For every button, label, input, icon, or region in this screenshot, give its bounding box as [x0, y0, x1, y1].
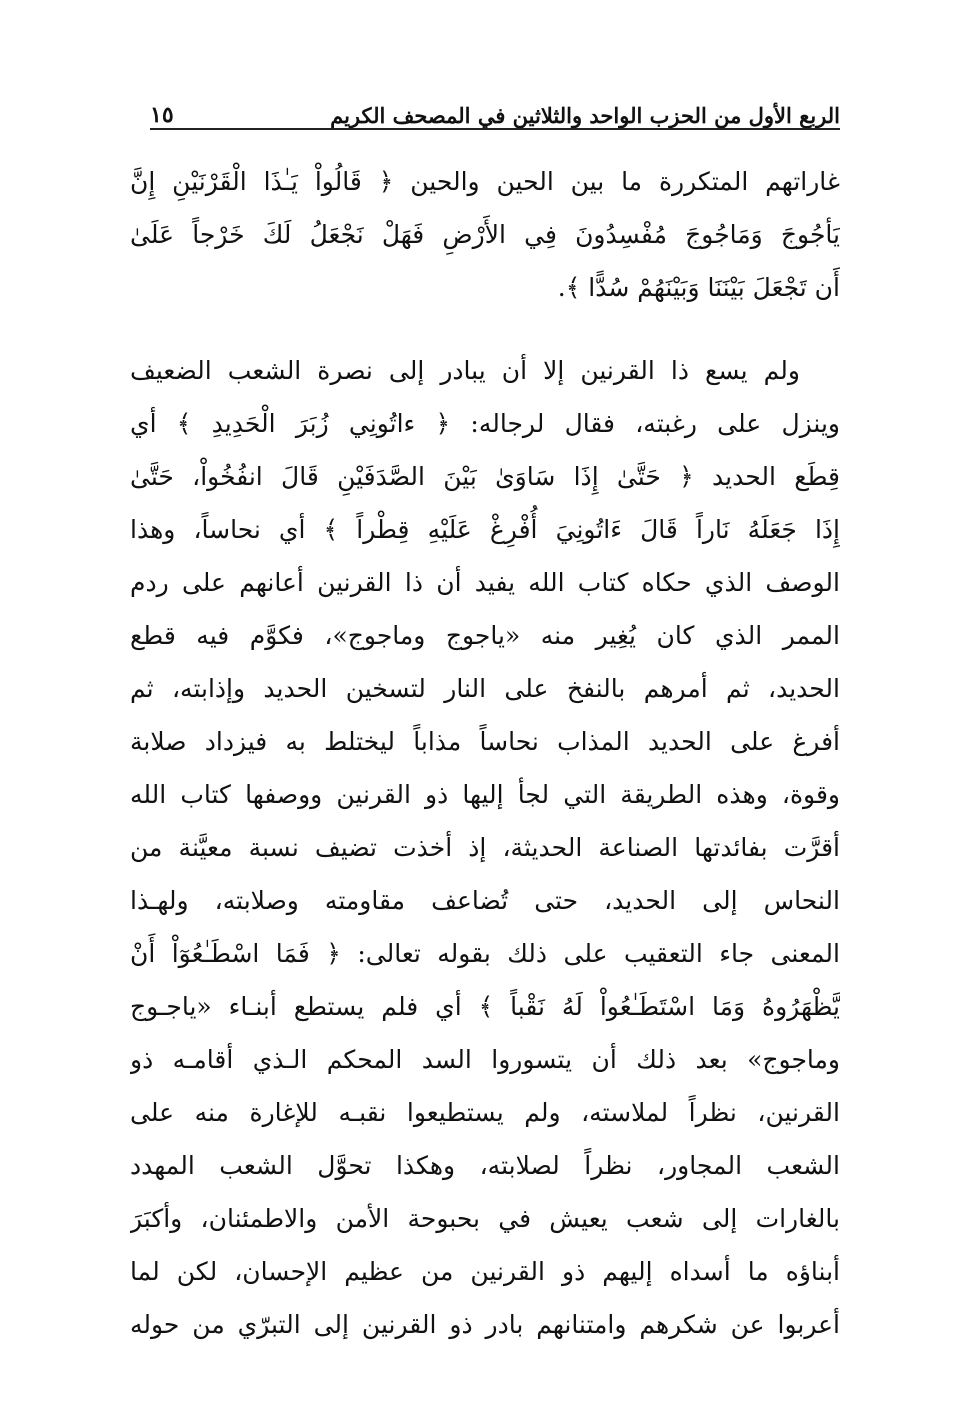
text-line: القرنين، نظراً لملاسته، ولم يستطيعوا نقبـه للإغارة منه على [130, 1098, 840, 1127]
header-title: الربع الأول من الحزب الواحد والثلاثين في المصحف الكريم [330, 103, 840, 128]
header-rule [150, 128, 840, 130]
text-line: يَأجُوجَ وَمَاجُوجَ مُفْسِدُونَ فِي الأَرْضِ فَهَلْ نَجْعَلُ لَكَ خَرْجاً عَلَىٰ [130, 220, 840, 249]
text-line: إِذَا جَعَلَهُ نَاراً قَالَ ءَاتُونِيَ أُفْرِغْ عَلَيْهِ قِطْراً ﴾ أي نحاساً، وهذا [130, 515, 840, 544]
paragraph-1 [130, 155, 840, 314]
text-line: وينزل على رغبته، فقال لرجاله: ﴿ ءاتُونِي زُبَرَ الْحَدِيدِ ﴾ أي [130, 409, 840, 438]
text-line: غاراتهم المتكررة ما بين الحين والحين ﴿ قَالُواْ يَـٰذَا الْقَرْنَيْنِ إِنَّ [130, 167, 840, 196]
text-line: بالغارات إلى شعب يعيش في بحبوحة الأمن والاطمئنان، وأكبَرَ [130, 1204, 840, 1233]
running-header [150, 92, 840, 128]
text-line: وماجوج» بعد ذلك أن يتسوروا السد المحكم الـذي أقامـه ذو [130, 1045, 840, 1074]
text-line: الممر الذي كان يُغِير منه «ياجوج وماجوج»، فكوَّم فيه قطع [130, 621, 840, 650]
text-line: المعنى جاء التعقيب على ذلك بقوله تعالى: ﴿ فَمَا اسْطَـٰعُوٓاْ أَنْ [130, 939, 840, 968]
text-line: النحاس إلى الحديد، حتى تُضاعف مقاومته وصلابته، ولهـذا [130, 886, 840, 915]
text-line: أبناؤه ما أسداه إليهم ذو القرنين من عظيم الإحسان، لكن لما [130, 1257, 840, 1286]
text-line: ولم يسع ذا القرنين إلا أن يبادر إلى نصرة الشعب الضعيف [130, 356, 800, 385]
text-line: أفرغ على الحديد المذاب نحاساً مذاباً ليختلط به فيزداد صلابة [130, 727, 840, 756]
body-text [130, 155, 840, 1351]
page-number: ١٥ [150, 102, 174, 128]
paragraph-gap [130, 314, 840, 344]
text-line: يَّظْهَرُوهُ وَمَا اسْتَطَـٰعُواْ لَهُ نَقْباً ﴾ أي فلم يستطع أبنـاء «ياجـوج [130, 992, 840, 1021]
text-line: الوصف الذي حكاه كتاب الله يفيد أن ذا القرنين أعانهم على ردم [130, 568, 840, 597]
text-line: أعربوا عن شكرهم وامتنانهم بادر ذو القرنين إلى التبرّي من حوله [130, 1310, 840, 1339]
text-line: قِطَع الحديد ﴿ حَتَّىٰ إِذَا سَاوَىٰ بَيْنَ الصَّدَفَيْنِ قَالَ انفُخُواْ، حَتَّىٰ [130, 462, 840, 491]
text-line: الحديد، ثم أمرهم بالنفخ على النار لتسخين الحديد وإذابته، ثم [130, 674, 840, 703]
text-line: الشعب المجاور، نظراً لصلابته، وهكذا تحوَّل الشعب المهدد [130, 1151, 840, 1180]
text-line: أَن تَجْعَلَ بَيْنَنَا وَبَيْنَهُمْ سُدًّا ﴾. [557, 273, 840, 302]
paragraph-2 [130, 344, 840, 1351]
text-line: أقرَّت بفائدتها الصناعة الحديثة، إذ أخذت تضيف نسبة معيَّنة من [130, 833, 840, 862]
text-line: وقوة، وهذه الطريقة التي لجأ إليها ذو القرنين ووصفها كتاب الله [130, 780, 840, 809]
